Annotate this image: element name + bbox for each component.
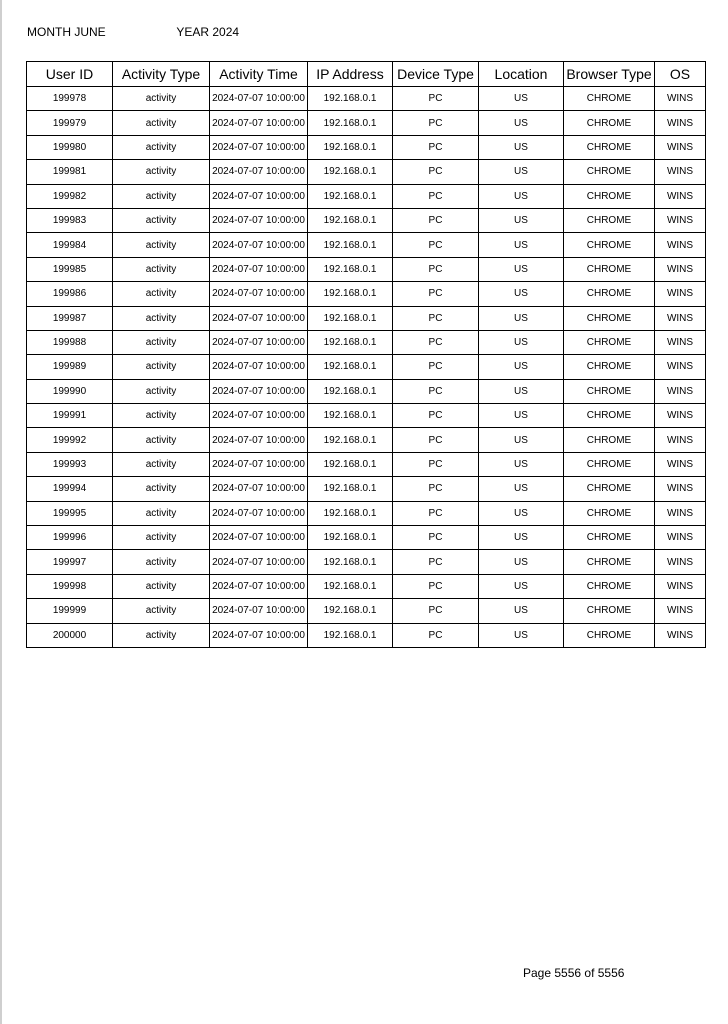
activity-type-cell: activity bbox=[113, 257, 210, 281]
browser-type-cell: CHROME bbox=[564, 208, 655, 232]
activity-type-cell: activity bbox=[113, 379, 210, 403]
browser-type-cell: CHROME bbox=[564, 501, 655, 525]
device-type-cell: PC bbox=[393, 355, 479, 379]
page-edge bbox=[0, 0, 2, 1024]
os-cell: WINS bbox=[655, 477, 706, 501]
os-cell: WINS bbox=[655, 574, 706, 598]
activity-type-cell: activity bbox=[113, 330, 210, 354]
device-type-cell: PC bbox=[393, 111, 479, 135]
activity-type-cell: activity bbox=[113, 282, 210, 306]
device-type-cell: PC bbox=[393, 574, 479, 598]
column-header-browser-type: Browser Type bbox=[564, 62, 655, 87]
ip-address-cell: 192.168.0.1 bbox=[308, 379, 393, 403]
location-cell: US bbox=[479, 306, 564, 330]
os-cell: WINS bbox=[655, 160, 706, 184]
user-id-cell: 199982 bbox=[27, 184, 113, 208]
browser-type-cell: CHROME bbox=[564, 257, 655, 281]
column-header-activity-type: Activity Type bbox=[113, 62, 210, 87]
device-type-cell: PC bbox=[393, 501, 479, 525]
activity-type-cell: activity bbox=[113, 550, 210, 574]
browser-type-cell: CHROME bbox=[564, 233, 655, 257]
browser-type-cell: CHROME bbox=[564, 526, 655, 550]
table-row bbox=[27, 379, 706, 403]
ip-address-cell: 192.168.0.1 bbox=[308, 452, 393, 476]
browser-type-cell: CHROME bbox=[564, 306, 655, 330]
ip-address-cell: 192.168.0.1 bbox=[308, 574, 393, 598]
ip-address-cell: 192.168.0.1 bbox=[308, 428, 393, 452]
year-label: YEAR 2024 bbox=[176, 25, 240, 39]
location-cell: US bbox=[479, 282, 564, 306]
activity-type-cell: activity bbox=[113, 87, 210, 111]
table-row bbox=[27, 452, 706, 476]
location-cell: US bbox=[479, 160, 564, 184]
location-cell: US bbox=[479, 355, 564, 379]
ip-address-cell: 192.168.0.1 bbox=[308, 306, 393, 330]
location-cell: US bbox=[479, 135, 564, 159]
activity-type-cell: activity bbox=[113, 208, 210, 232]
user-id-cell: 199998 bbox=[27, 574, 113, 598]
browser-type-cell: CHROME bbox=[564, 599, 655, 623]
os-cell: WINS bbox=[655, 452, 706, 476]
ip-address-cell: 192.168.0.1 bbox=[308, 623, 393, 647]
ip-address-cell: 192.168.0.1 bbox=[308, 282, 393, 306]
browser-type-cell: CHROME bbox=[564, 623, 655, 647]
user-id-cell: 199984 bbox=[27, 233, 113, 257]
ip-address-cell: 192.168.0.1 bbox=[308, 330, 393, 354]
location-cell: US bbox=[479, 233, 564, 257]
table-row bbox=[27, 184, 706, 208]
ip-address-cell: 192.168.0.1 bbox=[308, 160, 393, 184]
os-cell: WINS bbox=[655, 599, 706, 623]
location-cell: US bbox=[479, 184, 564, 208]
activity-time-cell: 2024-07-07 10:00:00 bbox=[210, 355, 308, 379]
ip-address-cell: 192.168.0.1 bbox=[308, 501, 393, 525]
activity-time-cell: 2024-07-07 10:00:00 bbox=[210, 404, 308, 428]
table-body bbox=[27, 87, 706, 648]
activity-type-cell: activity bbox=[113, 501, 210, 525]
os-cell: WINS bbox=[655, 87, 706, 111]
location-cell: US bbox=[479, 404, 564, 428]
activity-time-cell: 2024-07-07 10:00:00 bbox=[210, 135, 308, 159]
ip-address-cell: 192.168.0.1 bbox=[308, 550, 393, 574]
os-cell: WINS bbox=[655, 550, 706, 574]
activity-type-cell: activity bbox=[113, 452, 210, 476]
activity-time-cell: 2024-07-07 10:00:00 bbox=[210, 428, 308, 452]
activity-type-cell: activity bbox=[113, 160, 210, 184]
user-id-cell: 199991 bbox=[27, 404, 113, 428]
device-type-cell: PC bbox=[393, 184, 479, 208]
report-header bbox=[27, 24, 239, 40]
activity-time-cell: 2024-07-07 10:00:00 bbox=[210, 257, 308, 281]
column-header-location: Location bbox=[479, 62, 564, 87]
location-cell: US bbox=[479, 623, 564, 647]
column-header-activity-time: Activity Time bbox=[210, 62, 308, 87]
os-cell: WINS bbox=[655, 404, 706, 428]
location-cell: US bbox=[479, 330, 564, 354]
ip-address-cell: 192.168.0.1 bbox=[308, 257, 393, 281]
os-cell: WINS bbox=[655, 135, 706, 159]
ip-address-cell: 192.168.0.1 bbox=[308, 184, 393, 208]
device-type-cell: PC bbox=[393, 379, 479, 403]
user-id-cell: 199987 bbox=[27, 306, 113, 330]
location-cell: US bbox=[479, 428, 564, 452]
table-row bbox=[27, 160, 706, 184]
os-cell: WINS bbox=[655, 501, 706, 525]
device-type-cell: PC bbox=[393, 87, 479, 111]
ip-address-cell: 192.168.0.1 bbox=[308, 233, 393, 257]
activity-time-cell: 2024-07-07 10:00:00 bbox=[210, 306, 308, 330]
user-id-cell: 199983 bbox=[27, 208, 113, 232]
os-cell: WINS bbox=[655, 330, 706, 354]
os-cell: WINS bbox=[655, 355, 706, 379]
ip-address-cell: 192.168.0.1 bbox=[308, 135, 393, 159]
device-type-cell: PC bbox=[393, 208, 479, 232]
activity-type-cell: activity bbox=[113, 184, 210, 208]
ip-address-cell: 192.168.0.1 bbox=[308, 87, 393, 111]
browser-type-cell: CHROME bbox=[564, 550, 655, 574]
user-id-cell: 199994 bbox=[27, 477, 113, 501]
user-id-cell: 199979 bbox=[27, 111, 113, 135]
os-cell: WINS bbox=[655, 526, 706, 550]
browser-type-cell: CHROME bbox=[564, 477, 655, 501]
browser-type-cell: CHROME bbox=[564, 160, 655, 184]
column-header-user-id: User ID bbox=[27, 62, 113, 87]
table-row bbox=[27, 330, 706, 354]
user-id-cell: 199985 bbox=[27, 257, 113, 281]
location-cell: US bbox=[479, 526, 564, 550]
table-row bbox=[27, 526, 706, 550]
location-cell: US bbox=[479, 550, 564, 574]
os-cell: WINS bbox=[655, 306, 706, 330]
activity-log-table bbox=[26, 61, 706, 648]
ip-address-cell: 192.168.0.1 bbox=[308, 477, 393, 501]
location-cell: US bbox=[479, 257, 564, 281]
device-type-cell: PC bbox=[393, 257, 479, 281]
device-type-cell: PC bbox=[393, 428, 479, 452]
os-cell: WINS bbox=[655, 623, 706, 647]
os-cell: WINS bbox=[655, 111, 706, 135]
column-header-os: OS bbox=[655, 62, 706, 87]
table-row bbox=[27, 257, 706, 281]
location-cell: US bbox=[479, 501, 564, 525]
location-cell: US bbox=[479, 208, 564, 232]
activity-type-cell: activity bbox=[113, 233, 210, 257]
table-row bbox=[27, 574, 706, 598]
month-label: MONTH JUNE bbox=[27, 25, 106, 39]
table-row bbox=[27, 111, 706, 135]
location-cell: US bbox=[479, 599, 564, 623]
device-type-cell: PC bbox=[393, 282, 479, 306]
activity-type-cell: activity bbox=[113, 111, 210, 135]
activity-time-cell: 2024-07-07 10:00:00 bbox=[210, 330, 308, 354]
column-header-device-type: Device Type bbox=[393, 62, 479, 87]
activity-time-cell: 2024-07-07 10:00:00 bbox=[210, 233, 308, 257]
activity-type-cell: activity bbox=[113, 477, 210, 501]
column-header-ip-address: IP Address bbox=[308, 62, 393, 87]
location-cell: US bbox=[479, 111, 564, 135]
table-row bbox=[27, 233, 706, 257]
activity-time-cell: 2024-07-07 10:00:00 bbox=[210, 623, 308, 647]
table-row bbox=[27, 135, 706, 159]
browser-type-cell: CHROME bbox=[564, 111, 655, 135]
user-id-cell: 199992 bbox=[27, 428, 113, 452]
user-id-cell: 199995 bbox=[27, 501, 113, 525]
browser-type-cell: CHROME bbox=[564, 355, 655, 379]
table-row bbox=[27, 355, 706, 379]
activity-type-cell: activity bbox=[113, 355, 210, 379]
os-cell: WINS bbox=[655, 184, 706, 208]
user-id-cell: 200000 bbox=[27, 623, 113, 647]
table-row bbox=[27, 208, 706, 232]
table-row bbox=[27, 87, 706, 111]
device-type-cell: PC bbox=[393, 477, 479, 501]
activity-time-cell: 2024-07-07 10:00:00 bbox=[210, 184, 308, 208]
activity-type-cell: activity bbox=[113, 306, 210, 330]
activity-time-cell: 2024-07-07 10:00:00 bbox=[210, 111, 308, 135]
device-type-cell: PC bbox=[393, 526, 479, 550]
table-row bbox=[27, 501, 706, 525]
table-row bbox=[27, 550, 706, 574]
ip-address-cell: 192.168.0.1 bbox=[308, 355, 393, 379]
os-cell: WINS bbox=[655, 379, 706, 403]
activity-time-cell: 2024-07-07 10:00:00 bbox=[210, 526, 308, 550]
ip-address-cell: 192.168.0.1 bbox=[308, 404, 393, 428]
activity-time-cell: 2024-07-07 10:00:00 bbox=[210, 87, 308, 111]
table-row bbox=[27, 477, 706, 501]
device-type-cell: PC bbox=[393, 599, 479, 623]
user-id-cell: 199997 bbox=[27, 550, 113, 574]
user-id-cell: 199990 bbox=[27, 379, 113, 403]
activity-time-cell: 2024-07-07 10:00:00 bbox=[210, 477, 308, 501]
user-id-cell: 199978 bbox=[27, 87, 113, 111]
os-cell: WINS bbox=[655, 233, 706, 257]
user-id-cell: 199986 bbox=[27, 282, 113, 306]
browser-type-cell: CHROME bbox=[564, 184, 655, 208]
location-cell: US bbox=[479, 574, 564, 598]
device-type-cell: PC bbox=[393, 330, 479, 354]
browser-type-cell: CHROME bbox=[564, 404, 655, 428]
ip-address-cell: 192.168.0.1 bbox=[308, 208, 393, 232]
browser-type-cell: CHROME bbox=[564, 452, 655, 476]
user-id-cell: 199989 bbox=[27, 355, 113, 379]
activity-type-cell: activity bbox=[113, 574, 210, 598]
activity-time-cell: 2024-07-07 10:00:00 bbox=[210, 208, 308, 232]
browser-type-cell: CHROME bbox=[564, 428, 655, 452]
location-cell: US bbox=[479, 452, 564, 476]
browser-type-cell: CHROME bbox=[564, 574, 655, 598]
os-cell: WINS bbox=[655, 208, 706, 232]
activity-time-cell: 2024-07-07 10:00:00 bbox=[210, 501, 308, 525]
table-row bbox=[27, 623, 706, 647]
table-row bbox=[27, 404, 706, 428]
table-row bbox=[27, 282, 706, 306]
browser-type-cell: CHROME bbox=[564, 135, 655, 159]
browser-type-cell: CHROME bbox=[564, 282, 655, 306]
browser-type-cell: CHROME bbox=[564, 330, 655, 354]
browser-type-cell: CHROME bbox=[564, 87, 655, 111]
user-id-cell: 199996 bbox=[27, 526, 113, 550]
location-cell: US bbox=[479, 87, 564, 111]
browser-type-cell: CHROME bbox=[564, 379, 655, 403]
user-id-cell: 199981 bbox=[27, 160, 113, 184]
activity-time-cell: 2024-07-07 10:00:00 bbox=[210, 452, 308, 476]
page-number: Page 5556 of 5556 bbox=[523, 966, 625, 980]
os-cell: WINS bbox=[655, 428, 706, 452]
activity-time-cell: 2024-07-07 10:00:00 bbox=[210, 599, 308, 623]
os-cell: WINS bbox=[655, 257, 706, 281]
os-cell: WINS bbox=[655, 282, 706, 306]
activity-time-cell: 2024-07-07 10:00:00 bbox=[210, 574, 308, 598]
activity-time-cell: 2024-07-07 10:00:00 bbox=[210, 160, 308, 184]
user-id-cell: 199999 bbox=[27, 599, 113, 623]
table-row bbox=[27, 428, 706, 452]
device-type-cell: PC bbox=[393, 550, 479, 574]
device-type-cell: PC bbox=[393, 452, 479, 476]
user-id-cell: 199980 bbox=[27, 135, 113, 159]
ip-address-cell: 192.168.0.1 bbox=[308, 526, 393, 550]
activity-time-cell: 2024-07-07 10:00:00 bbox=[210, 282, 308, 306]
user-id-cell: 199988 bbox=[27, 330, 113, 354]
location-cell: US bbox=[479, 477, 564, 501]
ip-address-cell: 192.168.0.1 bbox=[308, 599, 393, 623]
activity-type-cell: activity bbox=[113, 428, 210, 452]
activity-type-cell: activity bbox=[113, 599, 210, 623]
activity-type-cell: activity bbox=[113, 526, 210, 550]
activity-type-cell: activity bbox=[113, 404, 210, 428]
table-header-row bbox=[27, 62, 706, 87]
device-type-cell: PC bbox=[393, 623, 479, 647]
device-type-cell: PC bbox=[393, 135, 479, 159]
activity-time-cell: 2024-07-07 10:00:00 bbox=[210, 379, 308, 403]
location-cell: US bbox=[479, 379, 564, 403]
table-row bbox=[27, 306, 706, 330]
user-id-cell: 199993 bbox=[27, 452, 113, 476]
table-row bbox=[27, 599, 706, 623]
device-type-cell: PC bbox=[393, 160, 479, 184]
activity-type-cell: activity bbox=[113, 135, 210, 159]
ip-address-cell: 192.168.0.1 bbox=[308, 111, 393, 135]
device-type-cell: PC bbox=[393, 233, 479, 257]
device-type-cell: PC bbox=[393, 306, 479, 330]
activity-type-cell: activity bbox=[113, 623, 210, 647]
device-type-cell: PC bbox=[393, 404, 479, 428]
activity-time-cell: 2024-07-07 10:00:00 bbox=[210, 550, 308, 574]
